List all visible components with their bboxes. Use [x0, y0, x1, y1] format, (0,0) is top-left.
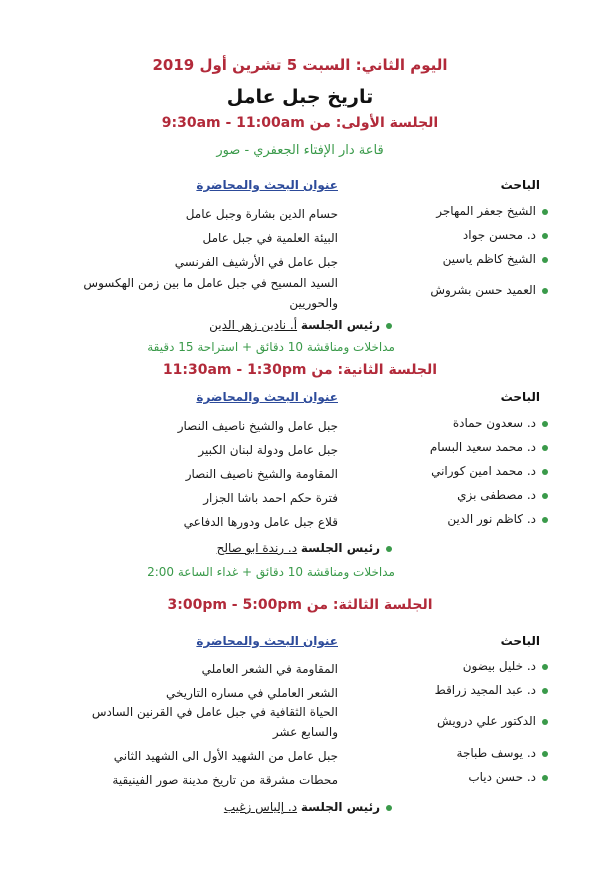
researcher-name: الشيخ كاظم ياسين — [348, 252, 548, 266]
bullet-icon — [542, 209, 548, 215]
lecture-topic: البيئة العلمية في جبل عامل — [202, 231, 338, 245]
researcher-name: د. محمد امين كوراني — [348, 464, 548, 478]
researcher-name: د. حسن دياب — [348, 770, 548, 784]
bullet-icon — [386, 805, 392, 811]
lecture-topic: جبل عامل والشيخ ناصيف النصار — [177, 419, 338, 433]
lecture-topic: السيد المسيح في جبل عامل ما بين زمن الهكسوس والحوريين — [83, 276, 338, 310]
bullet-icon — [542, 469, 548, 475]
bullet-icon — [542, 233, 548, 239]
researcher-name: العميد حسن بشروش — [348, 283, 548, 297]
bullet-icon — [542, 288, 548, 294]
lecture-topic: الحياة الثقافية في جبل عامل في القرنين السادس والسابع عشر — [91, 705, 338, 739]
bullet-icon — [542, 517, 548, 523]
session-chair: رئيس الجلسة د. رندة ابو صالح — [217, 541, 392, 555]
lecture-topic: الشعر العاملي في مساره التاريخي — [166, 686, 338, 700]
lecture-topic: جبل عامل من الشهيد الأول الى الشهيد الثاني — [113, 749, 338, 763]
session-note: مداخلات ومناقشة 10 دقائق + غداء الساعة 2:00 — [147, 565, 395, 579]
bullet-icon — [386, 323, 392, 329]
researcher-name: د. عبد المجيد زراقط — [348, 683, 548, 697]
lecture-topic: حسام الدين بشارة وجبل عامل — [185, 207, 338, 221]
session-chair: رئيس الجلسة د. إلياس زغيب — [224, 800, 392, 814]
lecture-topic: المقاومة والشيخ ناصيف النصار — [185, 467, 338, 481]
session-1-title: الجلسة الأولى: من 9:30am - 11:00am — [161, 115, 439, 131]
bullet-icon — [542, 688, 548, 694]
bullet-icon — [542, 257, 548, 263]
session-chair: رئيس الجلسة أ. نادين زهر الدين — [209, 318, 392, 332]
researcher-name: د. محسن جواد — [348, 228, 548, 242]
researcher-header: الباحث — [500, 390, 540, 404]
session-3-title: الجلسة الثالثة: من 3:00pm - 5:00pm — [167, 597, 433, 613]
researcher-name: د. يوسف طباجة — [348, 746, 548, 760]
researcher-name: د. مصطفى بزي — [348, 488, 548, 502]
researcher-name: د. سعدون حمادة — [348, 416, 548, 430]
lecture-topic: جبل عامل ودولة لبنان الكبير — [198, 443, 338, 457]
day-title: اليوم الثاني: السبت 5 تشرين أول 2019 — [152, 56, 448, 74]
topic-header: عنوان البحث والمحاضرة — [196, 178, 338, 192]
researcher-header: الباحث — [500, 178, 540, 192]
bullet-icon — [542, 719, 548, 725]
bullet-icon — [542, 664, 548, 670]
bullet-icon — [542, 775, 548, 781]
lecture-topic: محطات مشرقة من تاريخ مدينة صور الفينيقية — [112, 773, 338, 787]
researcher-header: الباحث — [500, 634, 540, 648]
bullet-icon — [542, 421, 548, 427]
topic-header: عنوان البحث والمحاضرة — [196, 634, 338, 648]
topic-header: عنوان البحث والمحاضرة — [196, 390, 338, 404]
lecture-topic: جبل عامل في الأرشيف الفرنسي — [174, 255, 338, 269]
researcher-name: الدكتور علي درويش — [348, 714, 548, 728]
researcher-name: د. كاظم نور الدين — [348, 512, 548, 526]
session-2-title: الجلسة الثانية: من 11:30am - 1:30pm — [162, 362, 438, 378]
lecture-topic: المقاومة في الشعر العاملي — [201, 662, 338, 676]
lecture-topic: قلاع جبل عامل ودورها الدفاعي — [183, 515, 338, 529]
researcher-name: د. محمد سعيد البسام — [348, 440, 548, 454]
lecture-topic: فترة حكم احمد باشا الجزار — [203, 491, 338, 505]
researcher-name: الشيخ جعفر المهاجر — [348, 204, 548, 218]
session-note: مداخلات ومناقشة 10 دقائق + استراحة 15 دقيقة — [147, 340, 395, 354]
researcher-name: د. خليل بيضون — [348, 659, 548, 673]
bullet-icon — [386, 546, 392, 552]
main-title: تاريخ جبل عامل — [226, 86, 374, 108]
bullet-icon — [542, 751, 548, 757]
bullet-icon — [542, 445, 548, 451]
bullet-icon — [542, 493, 548, 499]
venue: قاعة دار الإفتاء الجعفري - صور — [216, 143, 384, 158]
